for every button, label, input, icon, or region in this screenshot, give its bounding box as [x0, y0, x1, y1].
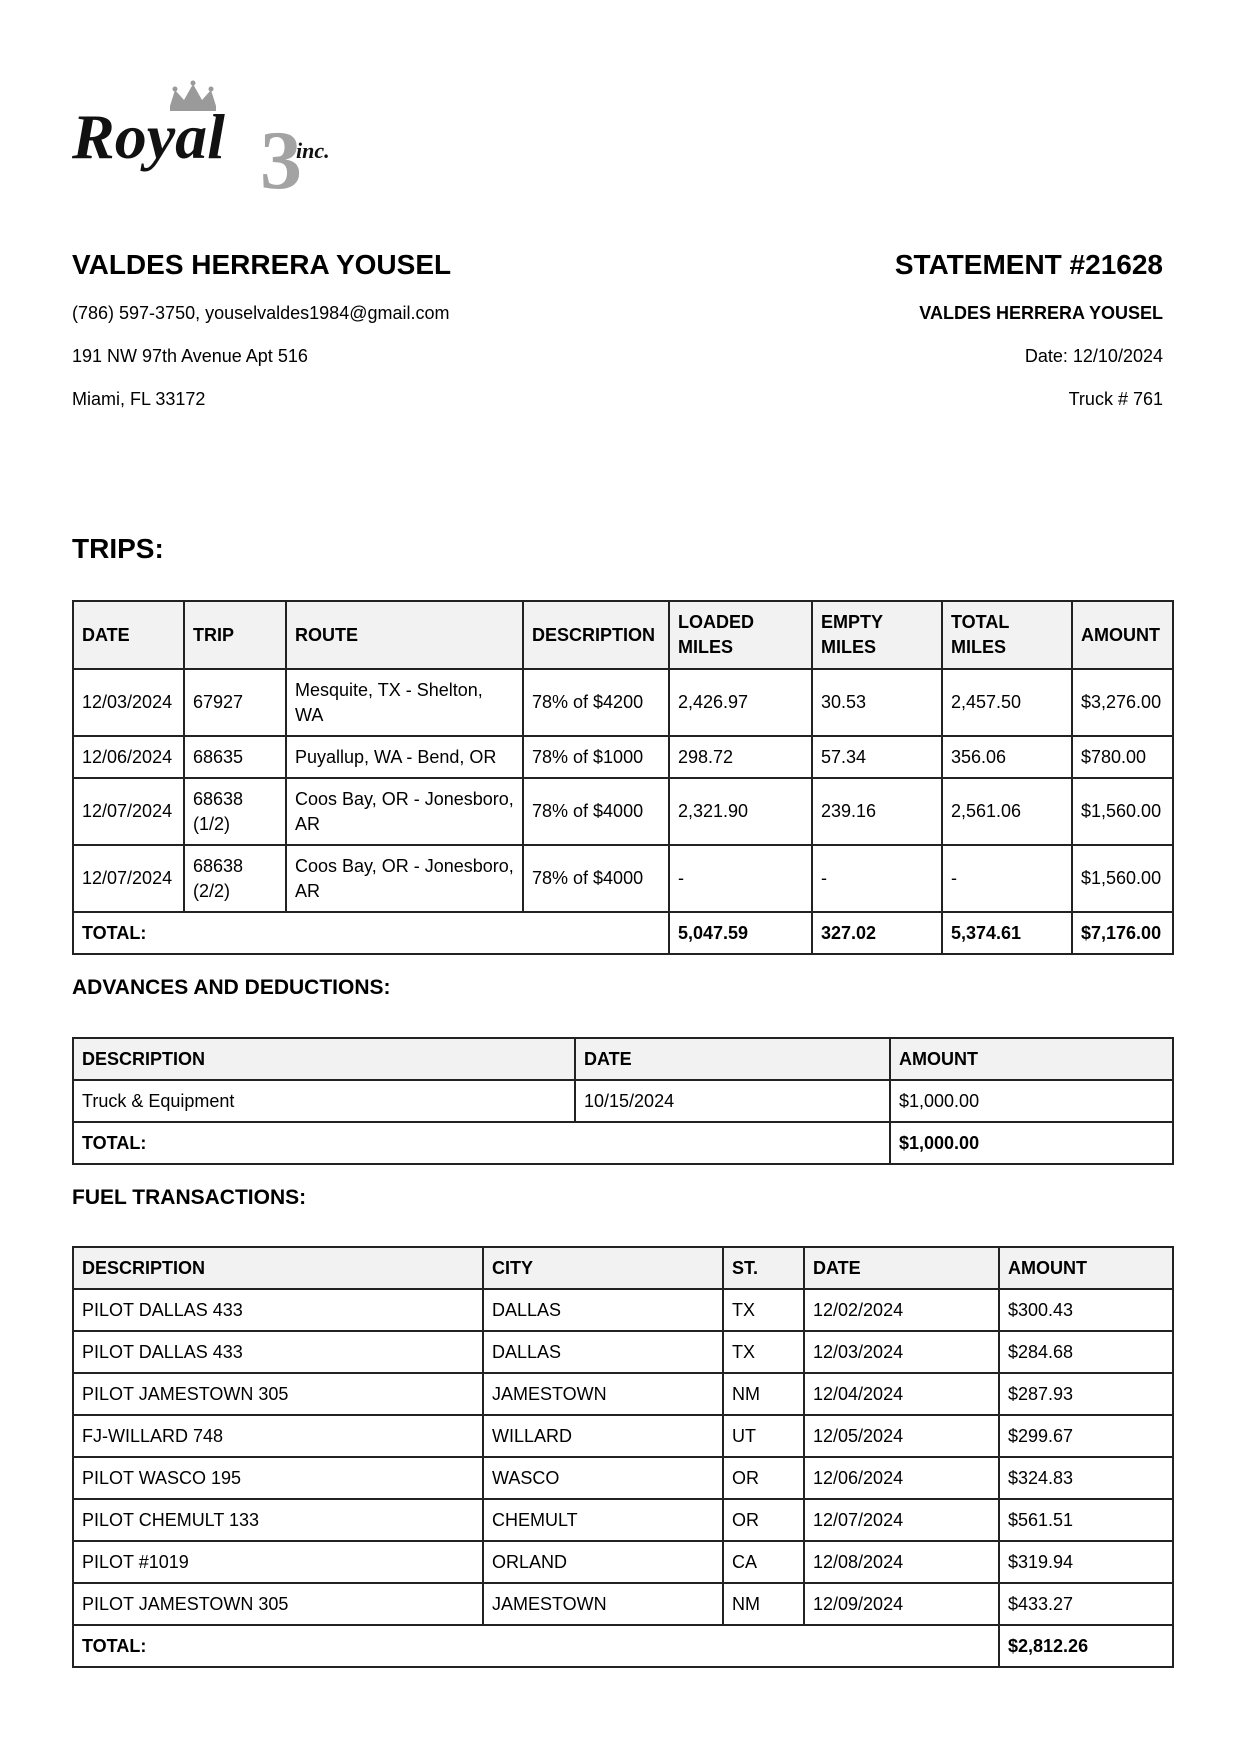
- trip-loaded-miles: 2,426.97: [669, 669, 812, 736]
- fuel-date: 12/02/2024: [804, 1289, 999, 1331]
- trips-total-amount: $7,176.00: [1072, 912, 1173, 954]
- trips-header-row: [73, 601, 1173, 669]
- table-row: [73, 1289, 1173, 1331]
- trip-number: 68638 (2/2): [184, 845, 286, 912]
- col-header-loaded-miles: LOADED MILES: [669, 601, 812, 669]
- svg-text:Royal: Royal: [72, 101, 225, 172]
- driver-address-line2: Miami, FL 33172: [72, 389, 206, 409]
- fuel-state: TX: [723, 1331, 804, 1373]
- advances-total-row: [73, 1122, 1173, 1164]
- col-header-date: DATE: [575, 1038, 890, 1080]
- fuel-date: 12/04/2024: [804, 1373, 999, 1415]
- trip-number: 68638 (1/2): [184, 778, 286, 845]
- fuel-amount: $299.67: [999, 1415, 1173, 1457]
- table-row: [73, 1331, 1173, 1373]
- trip-route: Coos Bay, OR - Jonesboro, AR: [286, 778, 523, 845]
- col-header-city: CITY: [483, 1247, 723, 1289]
- trip-route: Puyallup, WA - Bend, OR: [286, 736, 523, 778]
- statement-title: STATEMENT #21628: [894, 249, 1163, 280]
- royal3-logo-icon: [72, 76, 392, 196]
- trip-date: 12/07/2024: [73, 845, 184, 912]
- col-header-trip: TRIP: [184, 601, 286, 669]
- trip-amount: $1,560.00: [1072, 778, 1173, 845]
- trip-total-miles: -: [942, 845, 1072, 912]
- table-row: [73, 845, 1173, 912]
- trip-total-miles: 2,561.06: [942, 778, 1072, 845]
- fuel-state: NM: [723, 1373, 804, 1415]
- fuel-total-row: [73, 1625, 1173, 1667]
- fuel-amount: $319.94: [999, 1541, 1173, 1583]
- fuel-description: PILOT JAMESTOWN 305: [73, 1583, 483, 1625]
- fuel-description: PILOT WASCO 195: [73, 1457, 483, 1499]
- fuel-total-label: TOTAL:: [73, 1625, 999, 1667]
- fuel-state: OR: [723, 1499, 804, 1541]
- fuel-title: FUEL TRANSACTIONS:: [72, 1186, 307, 1209]
- trip-amount: $1,560.00: [1072, 845, 1173, 912]
- fuel-amount: $561.51: [999, 1499, 1173, 1541]
- driver-contact: (786) 597-3750, youselvaldes1984@gmail.com: [72, 303, 450, 323]
- fuel-amount: $284.68: [999, 1331, 1173, 1373]
- table-row: [73, 1499, 1173, 1541]
- advances-title: ADVANCES AND DEDUCTIONS:: [72, 976, 391, 999]
- advances-header-row: [73, 1038, 1173, 1080]
- fuel-amount: $433.27: [999, 1583, 1173, 1625]
- trips-total-loaded: 5,047.59: [669, 912, 812, 954]
- advances-table: [72, 1037, 1174, 1165]
- trip-description: 78% of $4000: [523, 845, 669, 912]
- col-header-empty-miles: EMPTY MILES: [812, 601, 942, 669]
- fuel-description: PILOT DALLAS 433: [73, 1289, 483, 1331]
- trip-route: Mesquite, TX - Shelton, WA: [286, 669, 523, 736]
- trips-total-row: [73, 912, 1173, 954]
- table-row: [73, 778, 1173, 845]
- table-row: [73, 1373, 1173, 1415]
- statement-name: VALDES HERRERA YOUSEL: [919, 303, 1163, 323]
- trip-number: 67927: [184, 669, 286, 736]
- fuel-city: WASCO: [483, 1457, 723, 1499]
- fuel-state: TX: [723, 1289, 804, 1331]
- driver-address-line1: 191 NW 97th Avenue Apt 516: [72, 346, 308, 366]
- col-header-date: DATE: [804, 1247, 999, 1289]
- advances-total-amount: $1,000.00: [890, 1122, 1173, 1164]
- fuel-date: 12/05/2024: [804, 1415, 999, 1457]
- trip-total-miles: 356.06: [942, 736, 1072, 778]
- fuel-header-row: [73, 1247, 1173, 1289]
- trip-amount: $780.00: [1072, 736, 1173, 778]
- driver-name: VALDES HERRERA YOUSEL: [72, 249, 452, 280]
- trips-title: TRIPS:: [72, 533, 164, 564]
- fuel-total-amount: $2,812.26: [999, 1625, 1173, 1667]
- table-row: [73, 1541, 1173, 1583]
- trip-loaded-miles: -: [669, 845, 812, 912]
- company-logo: [72, 76, 392, 196]
- fuel-city: JAMESTOWN: [483, 1373, 723, 1415]
- advance-description: Truck & Equipment: [73, 1080, 575, 1122]
- col-header-amount: AMOUNT: [890, 1038, 1173, 1080]
- fuel-description: PILOT DALLAS 433: [73, 1331, 483, 1373]
- trips-total-miles: 5,374.61: [942, 912, 1072, 954]
- trip-total-miles: 2,457.50: [942, 669, 1072, 736]
- fuel-amount: $324.83: [999, 1457, 1173, 1499]
- fuel-city: JAMESTOWN: [483, 1583, 723, 1625]
- trip-route: Coos Bay, OR - Jonesboro, AR: [286, 845, 523, 912]
- svg-text:inc.: inc.: [296, 138, 330, 163]
- trip-date: 12/03/2024: [73, 669, 184, 736]
- fuel-state: UT: [723, 1415, 804, 1457]
- fuel-state: NM: [723, 1583, 804, 1625]
- col-header-description: DESCRIPTION: [73, 1247, 483, 1289]
- fuel-city: WILLARD: [483, 1415, 723, 1457]
- fuel-date: 12/09/2024: [804, 1583, 999, 1625]
- col-header-description: DESCRIPTION: [73, 1038, 575, 1080]
- advance-amount: $1,000.00: [890, 1080, 1173, 1122]
- col-header-total-miles: TOTAL MILES: [942, 601, 1072, 669]
- col-header-route: ROUTE: [286, 601, 523, 669]
- trip-empty-miles: 239.16: [812, 778, 942, 845]
- fuel-state: OR: [723, 1457, 804, 1499]
- svg-text:3: 3: [260, 114, 302, 196]
- trip-date: 12/07/2024: [73, 778, 184, 845]
- fuel-city: ORLAND: [483, 1541, 723, 1583]
- col-header-date: DATE: [73, 601, 184, 669]
- advances-total-label: TOTAL:: [73, 1122, 890, 1164]
- trip-loaded-miles: 2,321.90: [669, 778, 812, 845]
- table-row: [73, 1080, 1173, 1122]
- statement-truck: Truck # 761: [1068, 389, 1163, 409]
- fuel-date: 12/06/2024: [804, 1457, 999, 1499]
- trips-table: [72, 600, 1174, 955]
- col-header-amount: AMOUNT: [999, 1247, 1173, 1289]
- table-row: [73, 1457, 1173, 1499]
- fuel-description: FJ-WILLARD 748: [73, 1415, 483, 1457]
- trips-total-empty: 327.02: [812, 912, 942, 954]
- col-header-description: DESCRIPTION: [523, 601, 669, 669]
- fuel-date: 12/03/2024: [804, 1331, 999, 1373]
- fuel-description: PILOT JAMESTOWN 305: [73, 1373, 483, 1415]
- fuel-amount: $287.93: [999, 1373, 1173, 1415]
- trip-amount: $3,276.00: [1072, 669, 1173, 736]
- trip-loaded-miles: 298.72: [669, 736, 812, 778]
- fuel-city: DALLAS: [483, 1331, 723, 1373]
- trip-description: 78% of $1000: [523, 736, 669, 778]
- trip-empty-miles: 30.53: [812, 669, 942, 736]
- trip-empty-miles: 57.34: [812, 736, 942, 778]
- fuel-description: PILOT CHEMULT 133: [73, 1499, 483, 1541]
- fuel-date: 12/08/2024: [804, 1541, 999, 1583]
- trip-empty-miles: -: [812, 845, 942, 912]
- trip-number: 68635: [184, 736, 286, 778]
- trips-total-label: TOTAL:: [73, 912, 669, 954]
- fuel-city: DALLAS: [483, 1289, 723, 1331]
- table-row: [73, 1583, 1173, 1625]
- table-row: [73, 1415, 1173, 1457]
- trip-description: 78% of $4200: [523, 669, 669, 736]
- col-header-amount: AMOUNT: [1072, 601, 1173, 669]
- table-row: [73, 669, 1173, 736]
- table-row: [73, 736, 1173, 778]
- col-header-state: ST.: [723, 1247, 804, 1289]
- fuel-date: 12/07/2024: [804, 1499, 999, 1541]
- driver-info: [72, 248, 632, 410]
- trip-description: 78% of $4000: [523, 778, 669, 845]
- fuel-amount: $300.43: [999, 1289, 1173, 1331]
- fuel-table: [72, 1246, 1174, 1668]
- statement-info: [603, 248, 1163, 410]
- fuel-state: CA: [723, 1541, 804, 1583]
- advance-date: 10/15/2024: [575, 1080, 890, 1122]
- fuel-city: CHEMULT: [483, 1499, 723, 1541]
- statement-date: Date: 12/10/2024: [1024, 346, 1163, 366]
- trip-date: 12/06/2024: [73, 736, 184, 778]
- fuel-description: PILOT #1019: [73, 1541, 483, 1583]
